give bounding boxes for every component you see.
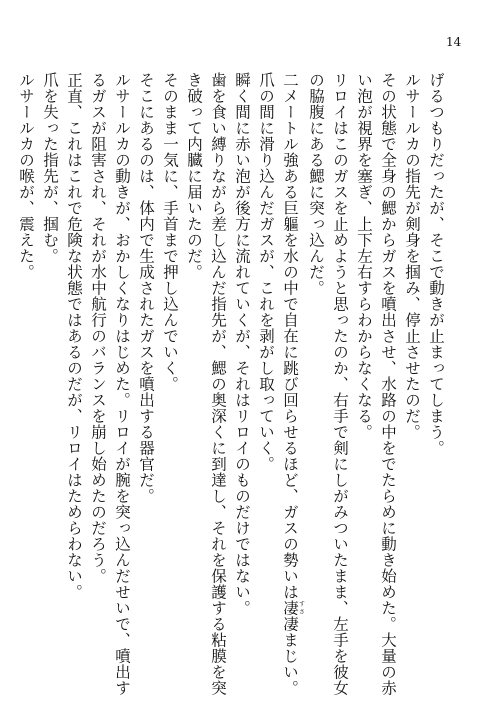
text-line: の脇腹にある鰓に突っ込んだ。 xyxy=(307,72,325,296)
text-segment: 二メートル強ある巨軀を水の中で自在に跳び回らせるほど、ガスの勢いは xyxy=(281,72,299,600)
text-line: 瞬く間に赤い泡が後方に流れていくが、それはリロイのものだけではない。 xyxy=(233,72,251,616)
text-line: そこにあるのは、体内で生成されたガスを噴出する器官だ。 xyxy=(137,72,155,504)
text-line: 正直、これはこれで危険な状態ではあるのだが、リロイはためらわない。 xyxy=(65,72,83,600)
ruby-base: 凄 xyxy=(281,600,299,616)
text-line: い泡が視界を塞ぎ、上下左右すらわからなくなる。 xyxy=(355,72,373,440)
text-line: そのまま一気に、手首まで押し込んでいく。 xyxy=(161,72,179,392)
page-number: 14 xyxy=(446,35,462,49)
text-line: ルサールカの動きが、おかしくなりはじめた。リロイが腕を突っ込んだせいで、噴出す xyxy=(113,72,131,696)
ruby-reading: すさ xyxy=(297,600,305,616)
text-line: 爪の間に滑り込んだガスが、これを剥がし取っていく。 xyxy=(257,72,275,472)
novel-text-block xyxy=(17,72,448,696)
ruby-annotation xyxy=(281,600,305,616)
text-line: げるつもりだったが、そこで動きが止まってしまう。 xyxy=(427,72,445,456)
text-line: ルサールカの指先が剣身を掴み、停止させたのだ。 xyxy=(403,72,421,440)
text-line: その状態で全身の鰓からガスを噴出させ、水路の中をでたらめに動き始めた。大量の赤 xyxy=(379,72,397,696)
text-line-with-ruby xyxy=(278,72,305,696)
text-line: ルサールカの喉が、震えた。 xyxy=(17,72,35,280)
text-segment: 凄まじい。 xyxy=(281,616,299,696)
text-line: き破って内臓に届いたのだ。 xyxy=(185,72,203,280)
text-line: るガスが阻害され、それが水中航行のバランスを崩し始めたのだろう。 xyxy=(89,72,107,584)
text-line: 歯を食い縛りながら差し込んだ指先が、鰓の奥深くに到達し、それを保護する粘膜を突 xyxy=(209,72,227,696)
text-line: 爪を失った指先が、掴む。 xyxy=(41,72,59,264)
text-line: リロイはこのガスを止めようと思ったのか、右手で剣にしがみついたまま、左手を彼女 xyxy=(331,72,349,696)
